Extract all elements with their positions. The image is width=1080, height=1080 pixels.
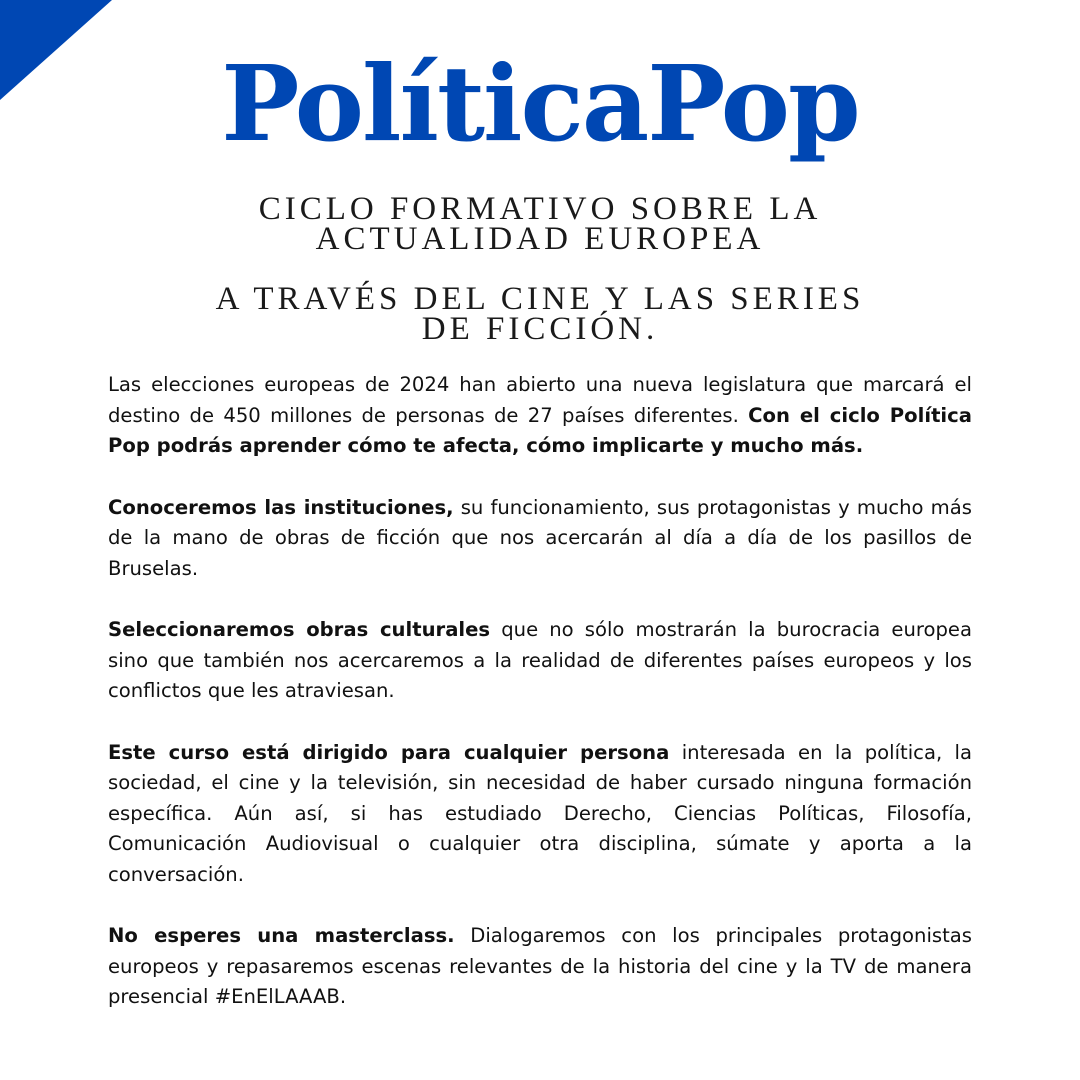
subtitle-line-1 [0,191,1080,257]
paragraph-text: Las elecciones europeas de 2024 han abierto una nueva legislatura que marcará el destino de 450 millones de personas de 27 países diferentes. [108,373,972,427]
paragraph-lead: Este curso está dirigido para cualquier persona [108,740,670,764]
paragraph-lead: No esperes una masterclass. [108,924,455,947]
paragraph-elecciones [108,370,972,462]
body-text [108,370,972,1044]
paragraph-instituciones [108,493,972,585]
subtitle-line-1b: ACTUALIDAD EUROPEA [315,221,765,257]
subtitle-line-2b: DE FICCIÓN. [421,311,659,347]
paragraph-lead: Conoceremos las instituciones, [108,495,454,519]
paragraph-text: interesada en la política, la sociedad, el cine y la televisión, sin necesidad de haber cursado ninguna formación específica. Aún así, si has estudiado Derecho, Ciencias Políticas, Filosofía, Comunicación Audiovisual o cualquier otra disciplina, súmate y aporta a la conversación. [108,740,973,886]
paragraph-dirigido [108,738,972,891]
paragraph-text: que no sólo mostrarán la burocracia europea sino que también nos acercaremos a la realidad de diferentes países europeos y los conflictos que les atraviesan. [108,618,972,702]
paragraph-text: Dialogaremos con los principales protagonistas europeos y repasaremos escenas relevantes de la historia del cine y la TV de manera presencial #EnElLAAAB. [108,924,972,1008]
subtitle-line-1a: CICLO FORMATIVO SOBRE LA [258,191,822,227]
subtitle-line-2 [0,281,1080,347]
paragraph-text: su funcionamiento, sus protagonistas y mucho más de la mano de obras de ficción que nos acercarán al día a día de los pasillos de Bruselas. [108,495,972,580]
paragraph-obras [108,615,972,707]
paragraph-lead: Seleccionaremos obras culturales [108,618,491,641]
subtitle-line-2a: A TRAVÉS DEL CINE Y LAS SERIES [215,281,865,317]
paragraph-masterclass [108,921,972,1013]
paragraph-tail: Con el ciclo Política Pop podrás aprender cómo te afecta, cómo implicarte y mucho más. [108,403,972,457]
logo-title: PolíticaPop [221,42,859,165]
